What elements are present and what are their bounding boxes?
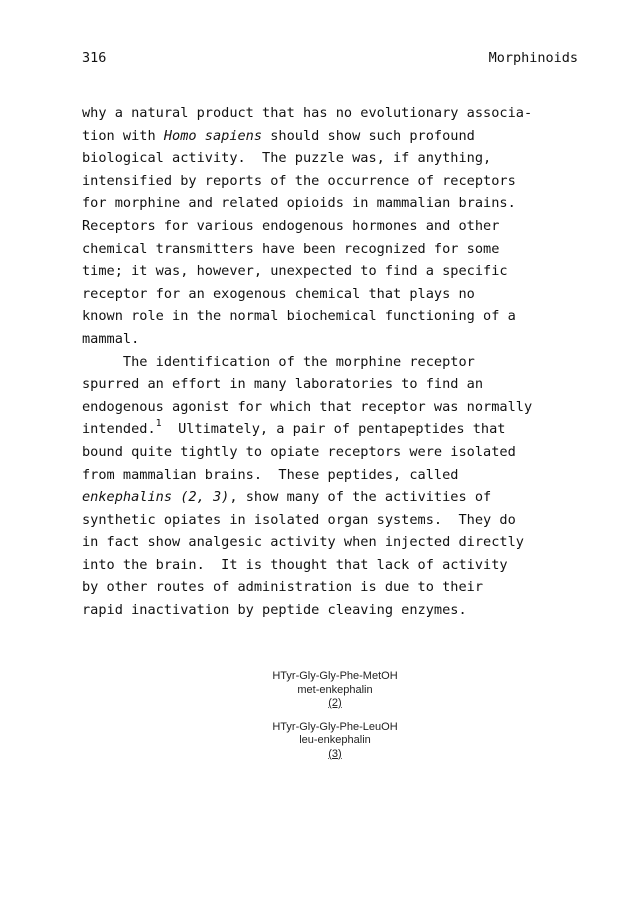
species-name: Homo sapiens [163, 127, 263, 144]
compound-number: (3) [328, 747, 342, 760]
text-line: The identification of the morphine receptor [82, 353, 475, 370]
peptide-formula: HTyr-Gly-Gly-Phe-MetOH [272, 670, 398, 682]
text-segment: intended. [82, 421, 156, 438]
text-line [82, 418, 588, 441]
text-segment: , show many of the activities of [229, 489, 492, 506]
text-line: mammal. [82, 330, 140, 347]
page-number: 316 [82, 50, 107, 66]
text-line: endogenous agonist for which that receptor was normally [82, 398, 533, 415]
peptide-formula: HTyr-Gly-Gly-Phe-LeuOH [272, 720, 398, 733]
compound-number: (2) [328, 697, 342, 709]
peptide-structures [200, 670, 470, 771]
text-line: Receptors for various endogenous hormones and other [82, 217, 500, 234]
text-segment: Ultimately, a pair of pentapeptides that [161, 421, 506, 438]
running-title: Morphinoids [488, 50, 578, 66]
text-line [82, 125, 588, 148]
text-line: rapid inactivation by peptide cleaving enzymes. [82, 602, 467, 619]
text-line: intensified by reports of the occurrence of receptors [82, 172, 516, 189]
text-line: into the brain. It is thought that lack of activity [82, 556, 508, 573]
text-line: receptor for an exogenous chemical that plays no [82, 285, 475, 302]
text-segment: tion with [82, 127, 164, 144]
text-line: bound quite tightly to opiate receptors were isolated [82, 443, 516, 460]
text-line: spurred an effort in many laboratories to find an [82, 376, 484, 393]
peptide-name: leu-enkephalin [299, 734, 371, 746]
text-line: synthetic opiates in isolated organ systems. They do [82, 511, 516, 528]
enkephalins-term: enkephalins (2, 3) [82, 489, 230, 506]
text-line: by other routes of administration is due to their [82, 579, 484, 596]
structure-met-enkephalin [200, 670, 470, 711]
text-line: time; it was, however, unexpected to find a specific [82, 263, 508, 280]
text-line: chemical transmitters have been recognized for some [82, 240, 500, 257]
page-header [82, 50, 578, 70]
text-line: from mammalian brains. These peptides, called [82, 466, 459, 483]
text-line: why a natural product that has no evolutionary associa- [82, 105, 533, 121]
text-segment: should show such profound [262, 127, 475, 144]
text-line: biological activity. The puzzle was, if anything, [82, 150, 492, 167]
footnote-reference: 1 [155, 418, 162, 430]
text-line: for morphine and related opioids in mammalian brains. [82, 195, 516, 212]
text-line: in fact show analgesic activity when injected directly [82, 534, 524, 551]
structure-leu-enkephalin [200, 721, 470, 762]
text-line [82, 486, 588, 509]
body-text [82, 102, 588, 622]
peptide-name: met-enkephalin [297, 683, 373, 696]
text-line: known role in the normal biochemical functioning of a [82, 308, 516, 325]
